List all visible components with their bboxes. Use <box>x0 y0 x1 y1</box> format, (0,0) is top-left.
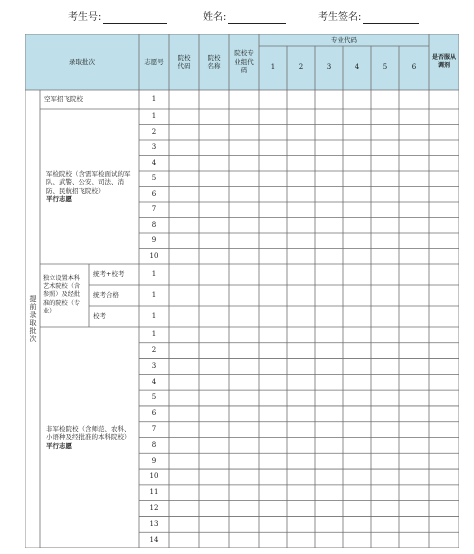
choice-number: 3 <box>151 361 157 370</box>
choice-number: 14 <box>149 535 159 544</box>
choice-number: 6 <box>151 189 157 198</box>
choice-number: 13 <box>149 519 159 528</box>
section-air-force: 空军招飞院校 <box>44 95 83 104</box>
section-military-note: 平行志愿 <box>46 194 72 203</box>
choice-number: 7 <box>151 205 157 214</box>
choice-number: 1 <box>151 330 157 339</box>
choice-number: 12 <box>149 503 159 512</box>
choice-number: 1 <box>151 290 157 299</box>
header-school-name: 院校名称 <box>207 53 221 70</box>
section-non-military <box>40 327 139 548</box>
choice-number: 8 <box>151 220 157 229</box>
choice-number: 2 <box>151 127 157 136</box>
choice-number: 1 <box>151 311 157 320</box>
batch-early-admission-label: 提前录取批次 <box>29 295 38 343</box>
choice-number: 6 <box>151 409 157 418</box>
header-batch: 录取批次 <box>69 57 95 66</box>
choice-number: 1 <box>151 269 157 278</box>
section-non-military-title: 非军检院校（含师范、农科、小语种及经批准的本科院校） <box>46 424 131 442</box>
section-military <box>40 109 139 264</box>
header-major-col-6: 6 <box>411 63 417 72</box>
batch-early-admission <box>25 90 40 548</box>
header-major-col-1: 1 <box>270 63 276 72</box>
section-military-title: 军检院校（含需军检面试的军队、武警、公安、司法、消防、民航招飞院校） <box>46 169 131 195</box>
choice-number: 4 <box>151 377 157 386</box>
choice-number: 5 <box>151 174 157 183</box>
choice-number: 10 <box>149 251 159 260</box>
choice-number: 1 <box>151 112 157 121</box>
choice-number: 4 <box>151 158 157 167</box>
exam-number-label: 考生号: <box>68 12 102 23</box>
art-option-unified-pass: 统考合格 <box>93 291 119 300</box>
choice-number: 8 <box>151 440 157 449</box>
signature-blank[interactable] <box>363 12 419 24</box>
signature-field[interactable] <box>318 12 419 24</box>
header-school-code: 院校代码 <box>177 53 191 70</box>
choice-number: 10 <box>149 472 159 481</box>
header-major-col-5: 5 <box>382 63 388 72</box>
choice-number: 1 <box>151 94 157 103</box>
header-accept-adjustment: 是否服从调剂 <box>432 54 457 69</box>
signature-label: 考生签名: <box>318 12 362 23</box>
section-art: 独立设置本科艺术院校（含参照）及经批准的院校（专业） <box>43 275 81 315</box>
choice-number: 9 <box>151 236 157 245</box>
exam-number-blank[interactable] <box>103 12 167 24</box>
choice-number: 11 <box>149 488 159 497</box>
header-major-col-3: 3 <box>326 63 332 72</box>
header-group-code: 院校专业组代码 <box>234 49 254 75</box>
section-non-military-note: 平行志愿 <box>46 441 72 450</box>
name-blank[interactable] <box>228 12 286 24</box>
choice-number: 3 <box>151 143 157 152</box>
choice-number: 2 <box>151 346 157 355</box>
exam-number-field[interactable] <box>68 12 167 24</box>
name-field[interactable] <box>203 12 286 24</box>
art-option-joint-exam: 统考+校考 <box>93 270 125 279</box>
choice-number: 5 <box>151 393 157 402</box>
header-major-col-4: 4 <box>354 63 360 72</box>
choice-number: 7 <box>151 425 157 434</box>
header-major-code: 专业代码 <box>331 35 357 44</box>
exam-header <box>0 0 474 34</box>
name-label: 姓名: <box>203 12 227 23</box>
header-choice-number: 志愿号 <box>144 57 164 66</box>
application-form-table <box>25 34 459 548</box>
header-major-col-2: 2 <box>298 63 304 72</box>
choice-number: 9 <box>151 456 157 465</box>
art-option-school-exam: 校考 <box>93 312 106 321</box>
